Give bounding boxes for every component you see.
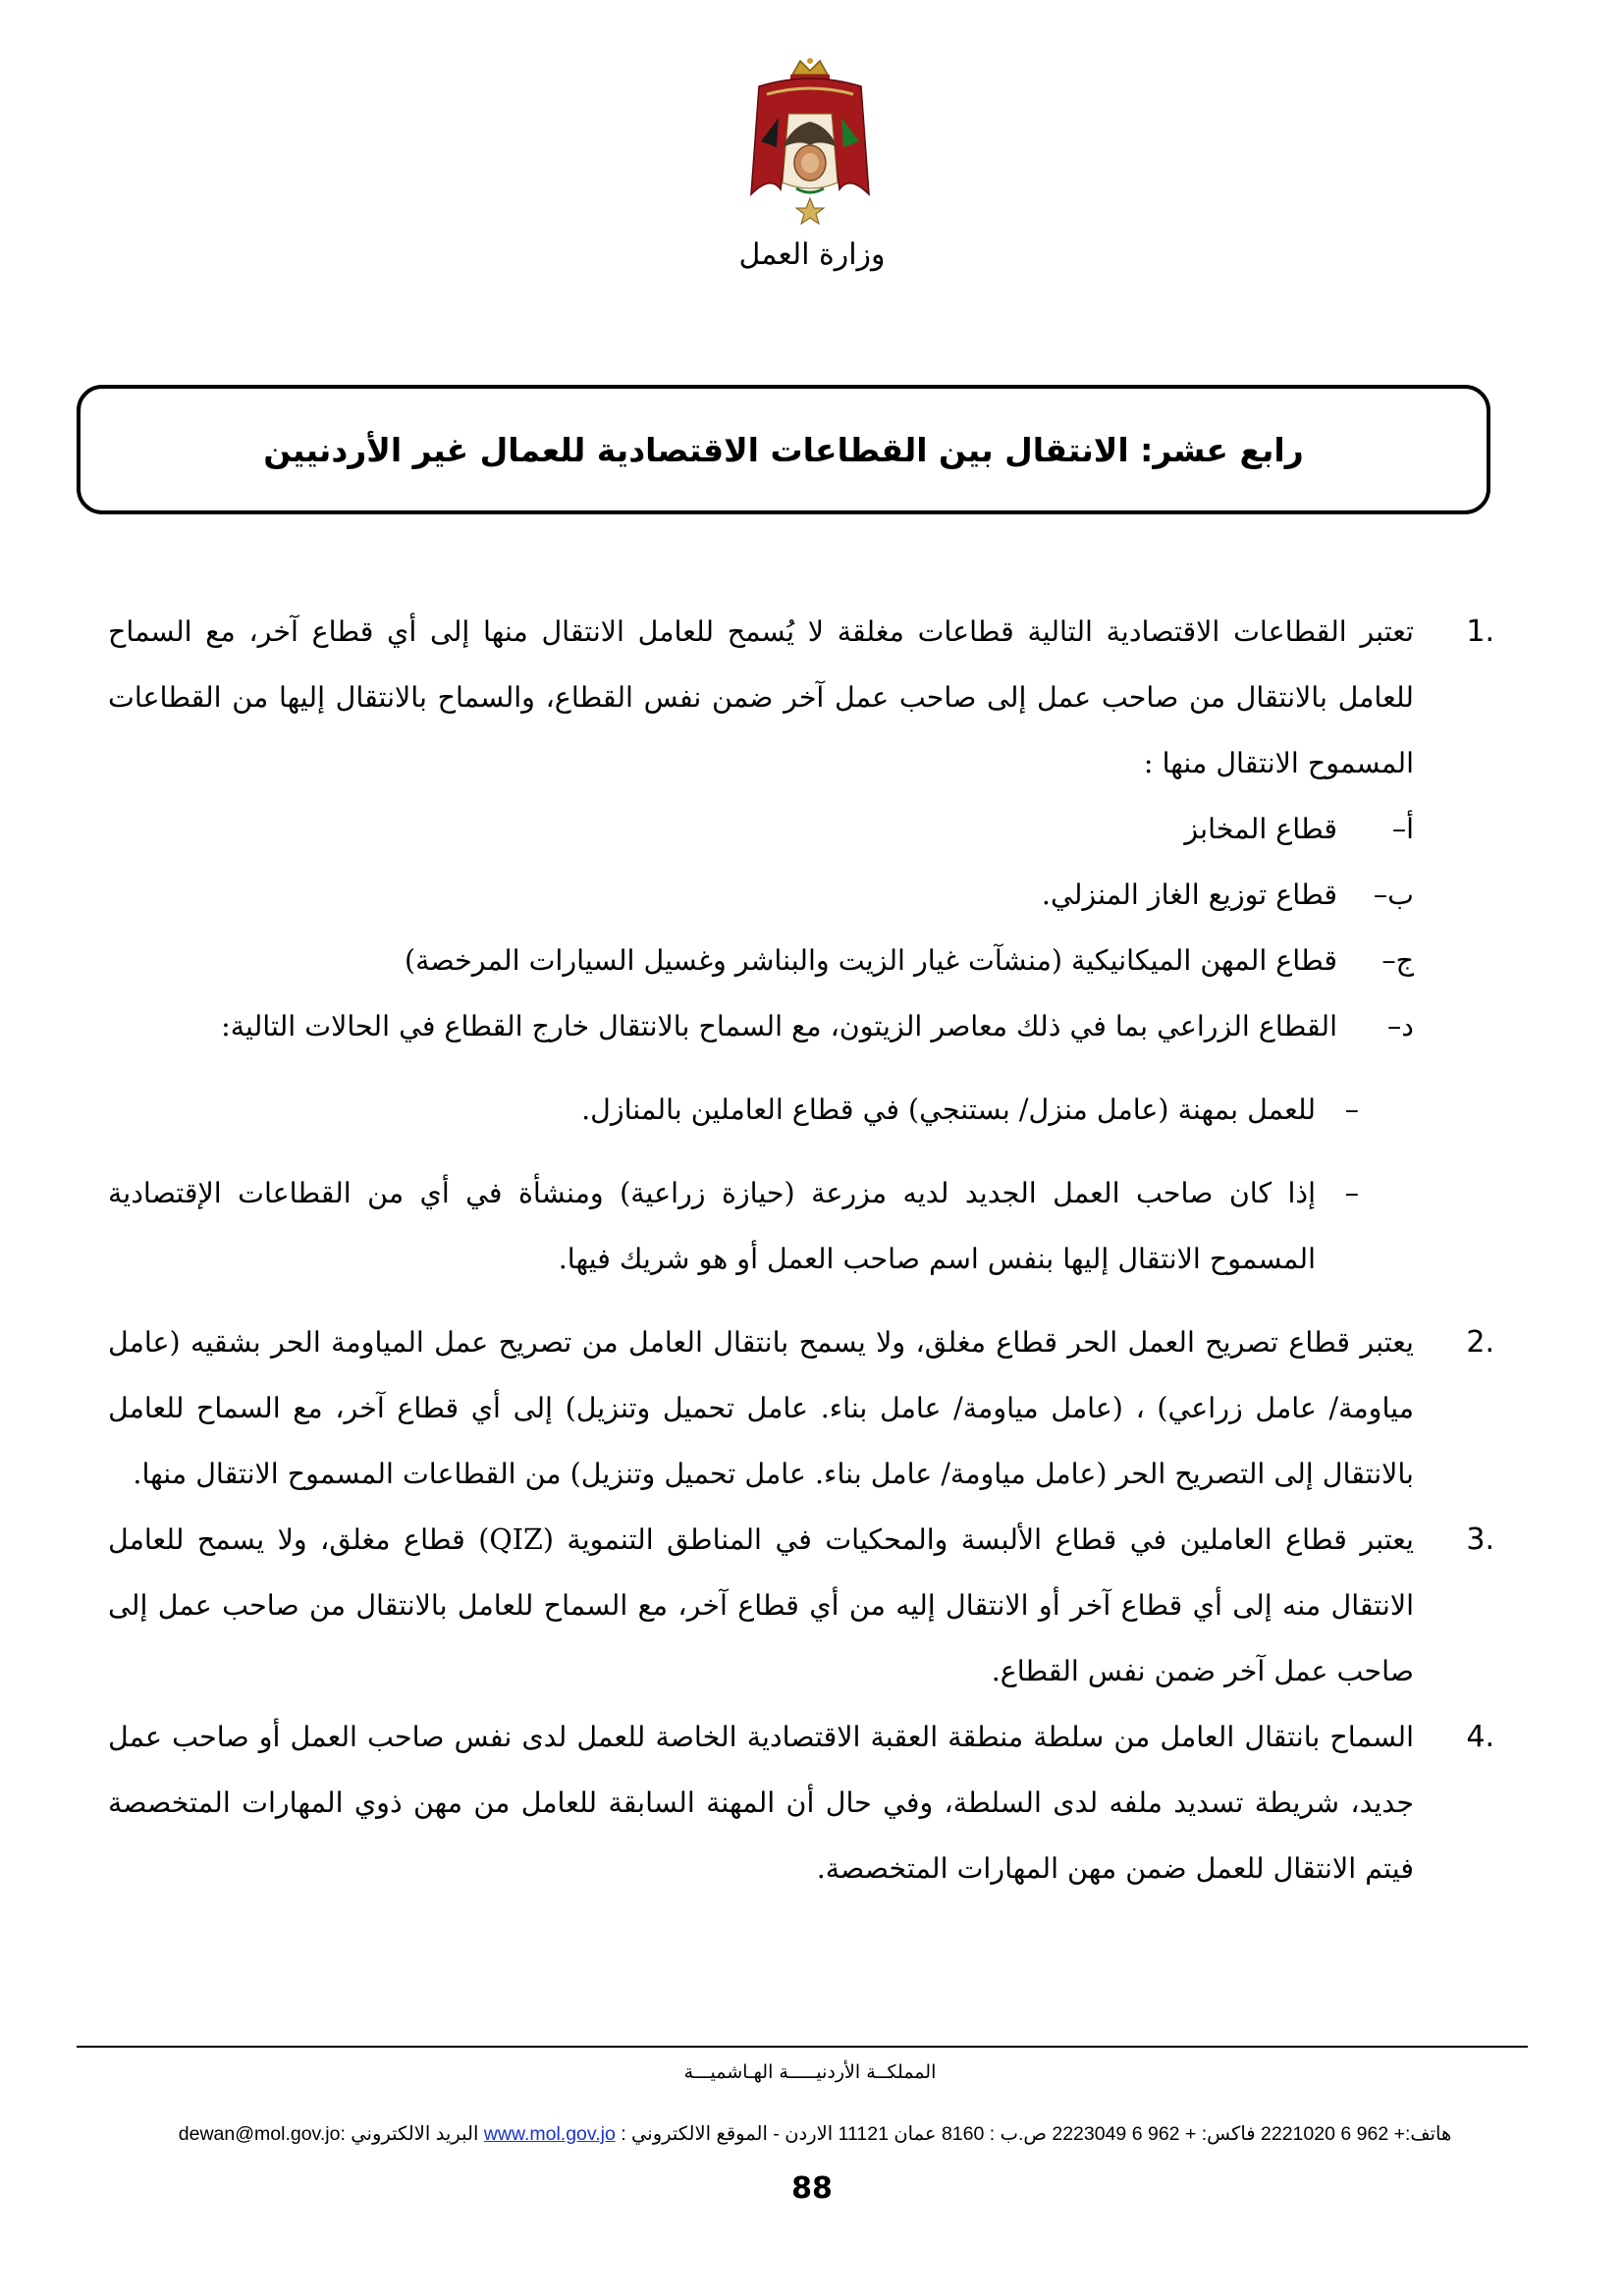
item-text: يعتبر قطاع العاملين في قطاع الألبسة والمحكيات في المناطق التنموية (QIZ) قطاع مغلق، ولا يسمح للعامل الانتقال منه إلى أي قطاع آخر أو الانتقال إليه من أي قطاع آخر، مع السماح للعامل بالانتقال من صاحب عمل إلى صاحب عمل آخر ضمن نفس القطاع. xyxy=(108,1523,1414,1687)
section-title-box xyxy=(77,385,1490,514)
dash-item-text: للعمل بمهنة (عامل منزل/ بستنجي) في قطاع العاملين بالمنازل. xyxy=(581,1094,1316,1126)
item-text: السماح بانتقال العامل من سلطة منطقة العقبة الاقتصادية الخاصة للعمل لدى نفس صاحب العمل أو صاحب عمل جديد، شريطة تسديد ملفه لدى السلطة، وفي حال أن المهنة السابقة للعامل من مهن ذوي المهارات المتخصصة فيتم الانتقال للعمل ضمن مهن المهارات المتخصصة. xyxy=(108,1721,1414,1885)
item-number: 4. xyxy=(1466,1720,1494,1754)
sub-item-c xyxy=(108,928,1414,993)
numbered-item-2 xyxy=(108,1309,1494,1507)
dash-bullet: – xyxy=(1344,1177,1359,1209)
numbered-item-1 xyxy=(108,599,1494,1292)
ministry-name: وزارة العمل xyxy=(738,238,886,272)
document-body xyxy=(108,599,1494,1901)
emblem-icon xyxy=(731,57,889,234)
item-number: 1. xyxy=(1466,614,1494,649)
sub-item-d xyxy=(108,993,1414,1059)
dash-item-2 xyxy=(108,1160,1414,1292)
sub-item-text: قطاع المخابز xyxy=(1184,813,1337,845)
sub-item-text: قطاع توزيع الغاز المنزلي. xyxy=(1041,879,1337,911)
website-link[interactable]: www.mol.gov.jo xyxy=(483,2123,616,2145)
dash-item-text: إذا كان صاحب العمل الجديد لديه مزرعة (حيازة زراعية) ومنشأة في أي من القطاعات الإقتصادية المسموح الانتقال إليها بنفس اسم صاحب العمل أو هو شريك فيها. xyxy=(108,1177,1316,1275)
item-number: 3. xyxy=(1466,1522,1494,1557)
dash-bullet: – xyxy=(1344,1094,1359,1126)
sub-item-text: قطاع المهن الميكانيكية (منشآت غيار الزيت والبناشر وغسيل السيارات المرخصة) xyxy=(405,944,1337,977)
sub-item-text: القطاع الزراعي بما في ذلك معاصر الزيتون، مع السماح بالانتقال خارج القطاع في الحالات التالية: xyxy=(221,1010,1337,1042)
dash-item-1 xyxy=(108,1077,1414,1143)
numbered-item-4 xyxy=(108,1704,1494,1901)
section-title: رابع عشر: الانتقال بين القطاعات الاقتصادية للعمال غير الأردنيين xyxy=(263,430,1304,469)
sub-item-letter: أ– xyxy=(1391,813,1414,845)
footer-contact-prefix: هاتف:+ 962 6 2221020 فاكس: + 962 6 2223049 ص.ب : 8160 عمان 11121 الاردن - الموقع الالكتروني : xyxy=(615,2123,1452,2145)
sub-item-letter: د– xyxy=(1387,1010,1414,1042)
page-number: 88 xyxy=(791,2171,833,2206)
footer-contact-info xyxy=(98,2122,1532,2146)
sub-item-letter: ب– xyxy=(1373,879,1414,911)
item-text: تعتبر القطاعات الاقتصادية التالية قطاعات مغلقة لا يُسمح للعامل الانتقال منها إلى أي قطاع آخر، مع السماح للعامل بالانتقال من صاحب عمل إلى صاحب عمل آخر ضمن نفس القطاع، والسماح بالانتقال إليها من القطاعات المسموح الانتقال منها : xyxy=(108,615,1414,779)
sub-item-letter: ج– xyxy=(1381,944,1414,977)
sub-item-a xyxy=(108,796,1414,862)
item-text: يعتبر قطاع تصريح العمل الحر قطاع مغلق، ولا يسمح بانتقال العامل من تصريح عمل المياومة الحر بشقيه (عامل مياومة/ عامل زراعي) ، (عامل مياومة/ عامل بناء. عامل تحميل وتنزيل) إلى أي قطاع آخر، مع السماح للعامل بالانتقال إلى التصريح الحر (عامل مياومة/ عامل بناء. عامل تحميل وتنزيل) من القطاعات المسموح الانتقال منها. xyxy=(108,1326,1414,1490)
item-number: 2. xyxy=(1466,1325,1494,1360)
footer-divider xyxy=(77,2046,1528,2048)
footer-contact-suffix: البريد الالكتروني :dewan@mol.gov.jo xyxy=(178,2123,484,2145)
sub-item-b xyxy=(108,862,1414,928)
numbered-item-3 xyxy=(108,1507,1494,1704)
footer-kingdom-name: المملكــة الأردنيـــــة الهـاشميـــة xyxy=(683,2061,937,2083)
